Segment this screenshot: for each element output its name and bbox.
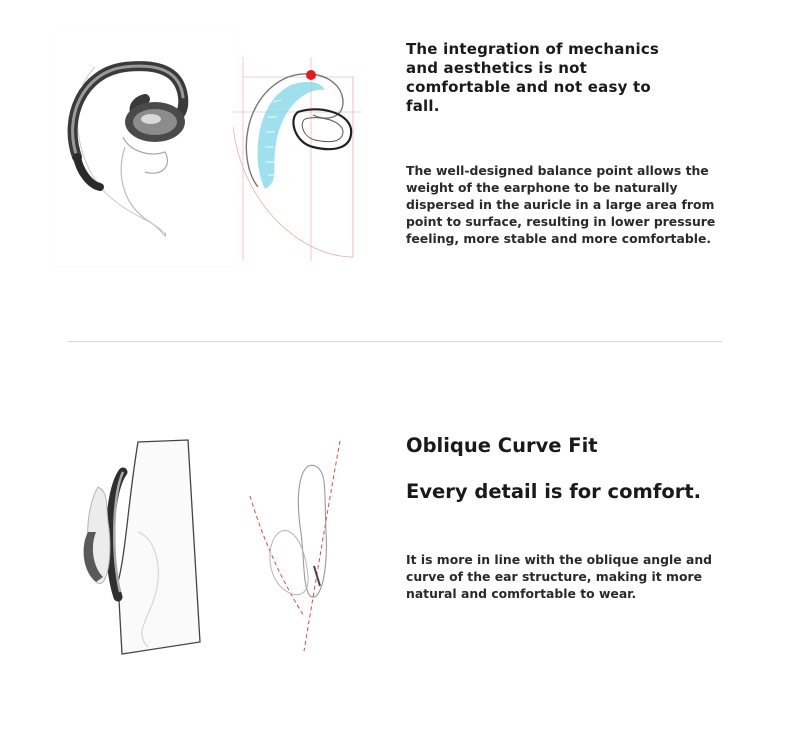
section2-subtitle: Every detail is for comfort.	[406, 480, 702, 503]
section2-title: Oblique Curve Fit	[406, 434, 598, 457]
balance-point-diagram	[233, 57, 361, 261]
section1-body: The well-designed balance point allows the weight of the earphone to be naturally dispersed in the auricle in a large area from point to surface, resulting in lower pressure feeling, more stable and more comfortable.	[406, 163, 716, 246]
section2-body: It is more in line with the oblique angle and curve of the ear structure, making it more natural and comfortable to wear.	[406, 552, 713, 601]
earphone-on-ear-illustration	[55, 27, 237, 267]
section-divider	[68, 341, 722, 342]
section1-title: The integration of mechanics and aesthetics is not comfortable and not easy to fall.	[406, 40, 660, 115]
balance-point-marker	[306, 70, 316, 80]
oblique-angle-diagram	[240, 436, 352, 658]
earphone-side-view-illustration	[78, 432, 208, 660]
